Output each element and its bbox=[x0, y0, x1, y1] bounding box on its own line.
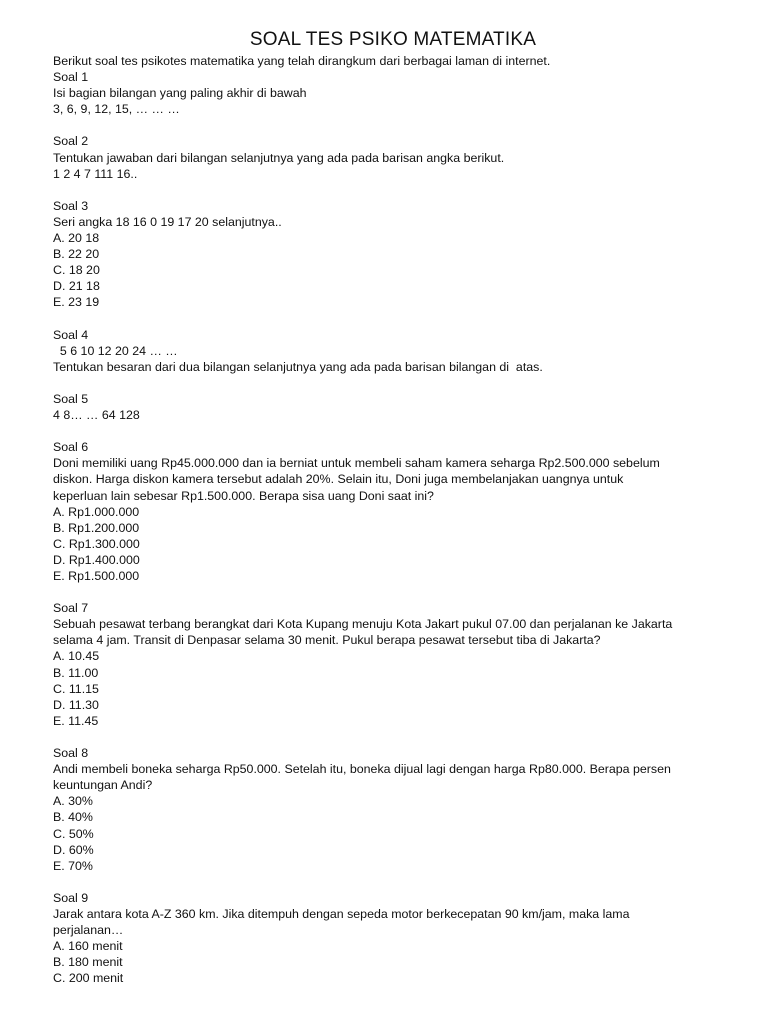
question-label: Soal 8 bbox=[53, 746, 89, 761]
question-label: Soal 1 bbox=[53, 70, 89, 85]
question-spacer bbox=[53, 117, 743, 133]
answer-option: B. 22 20 bbox=[53, 247, 100, 262]
answer-option: B. 11.00 bbox=[53, 665, 99, 680]
answer-option: A. 10.45 bbox=[53, 649, 100, 664]
question-spacer bbox=[53, 423, 743, 439]
question-text-line: Isi bagian bilangan yang paling akhir di bawah bbox=[53, 86, 307, 101]
answer-option: A. 20 18 bbox=[53, 231, 100, 246]
page-title: SOAL TES PSIKO MATEMATIKA bbox=[249, 29, 537, 50]
answer-option: C. 50% bbox=[53, 826, 94, 841]
answer-option: D. 11.30 bbox=[53, 697, 99, 712]
answer-option: A. Rp1.000.000 bbox=[53, 504, 140, 519]
question-spacer bbox=[53, 182, 743, 198]
question-text-line: Sebuah pesawat terbang berangkat dari Kota Kupang menuju Kota Jakart pukul 07.00 dan perjalanan ke Jakarta bbox=[53, 617, 673, 632]
question-block bbox=[53, 423, 743, 584]
question-label: Soal 5 bbox=[53, 391, 89, 406]
answer-option: D. 21 18 bbox=[53, 279, 100, 294]
answer-option: D. 60% bbox=[53, 842, 94, 857]
question-label: Soal 2 bbox=[53, 134, 89, 149]
answer-option: B. Rp1.200.000 bbox=[53, 520, 140, 535]
question-spacer bbox=[53, 874, 743, 890]
question-block bbox=[53, 729, 743, 874]
document-body bbox=[53, 53, 743, 986]
question-block bbox=[53, 311, 743, 375]
question-text-line: 3, 6, 9, 12, 15, … … … bbox=[53, 102, 180, 117]
question-text-line: selama 4 jam. Transit di Denpasar selama 30 menit. Pukul berapa pesawat tersebut tiba di Jakarta? bbox=[53, 633, 601, 648]
question-spacer bbox=[53, 729, 743, 745]
answer-option: C. Rp1.300.000 bbox=[53, 536, 140, 551]
answer-option: E. Rp1.500.000 bbox=[53, 569, 140, 583]
question-block bbox=[53, 874, 743, 987]
answer-option: A. 160 menit bbox=[53, 939, 123, 954]
answer-option: D. Rp1.400.000 bbox=[53, 552, 140, 567]
question-label: Soal 4 bbox=[53, 327, 89, 342]
answer-option: E. 70% bbox=[53, 858, 93, 873]
question-text-line: Jarak antara kota A-Z 360 km. Jika ditempuh dengan sepeda motor berkecepatan 90 km/jam, maka lama bbox=[53, 906, 630, 921]
question-spacer bbox=[53, 311, 743, 327]
question-text-line: Tentukan jawaban dari bilangan selanjutnya yang ada pada barisan angka berikut. bbox=[53, 150, 505, 165]
question-label: Soal 7 bbox=[53, 601, 89, 616]
question-text-line: Doni memiliki uang Rp45.000.000 dan ia berniat untuk membeli saham kamera seharga Rp2.500.000 sebelum bbox=[53, 456, 660, 471]
answer-option: C. 18 20 bbox=[53, 263, 100, 278]
answer-option: B. 180 menit bbox=[53, 955, 123, 970]
answer-option: C. 200 menit bbox=[53, 971, 124, 986]
question-text-line: 5 6 10 12 20 24 … … bbox=[53, 343, 178, 358]
question-text-line: perjalanan… bbox=[53, 923, 124, 938]
question-text-line: keperluan lain sebesar Rp1.500.000. Berapa sisa uang Doni saat ini? bbox=[53, 488, 434, 503]
question-block bbox=[53, 375, 743, 423]
question-block bbox=[53, 182, 743, 311]
question-spacer bbox=[53, 375, 743, 391]
answer-option: A. 30% bbox=[53, 794, 93, 809]
answer-option: C. 11.15 bbox=[53, 681, 99, 696]
question-text-line: keuntungan Andi? bbox=[53, 778, 153, 793]
answer-option: E. 23 19 bbox=[53, 295, 100, 310]
question-text-line: diskon. Harga diskon kamera tersebut adalah 20%. Selain itu, Doni juga membelanjakan uangnya untuk bbox=[53, 472, 624, 487]
question-label: Soal 9 bbox=[53, 890, 89, 905]
question-block bbox=[53, 117, 743, 181]
intro-paragraph: Berikut soal tes psikotes matematika yang telah dirangkum dari berbagai laman di internet. bbox=[53, 54, 551, 68]
question-text-line: 4 8… … 64 128 bbox=[53, 408, 140, 423]
question-label: Soal 6 bbox=[53, 440, 89, 455]
question-text-line: Andi membeli boneka seharga Rp50.000. Setelah itu, boneka dijual lagi dengan harga Rp80.000. Berapa persen bbox=[53, 762, 671, 777]
question-text-line: Seri angka 18 16 0 19 17 20 selanjutnya.. bbox=[53, 214, 282, 229]
answer-option: E. 11.45 bbox=[53, 713, 99, 728]
answer-option: B. 40% bbox=[53, 810, 93, 825]
question-label: Soal 3 bbox=[53, 198, 89, 213]
question-text-line: 1 2 4 7 111 16.. bbox=[53, 166, 138, 181]
question-block bbox=[53, 584, 743, 729]
question-block bbox=[53, 69, 743, 117]
question-text-line: Tentukan besaran dari dua bilangan selanjutnya yang ada pada barisan bilangan di atas. bbox=[53, 359, 543, 374]
question-spacer bbox=[53, 584, 743, 600]
question-list bbox=[53, 69, 743, 986]
